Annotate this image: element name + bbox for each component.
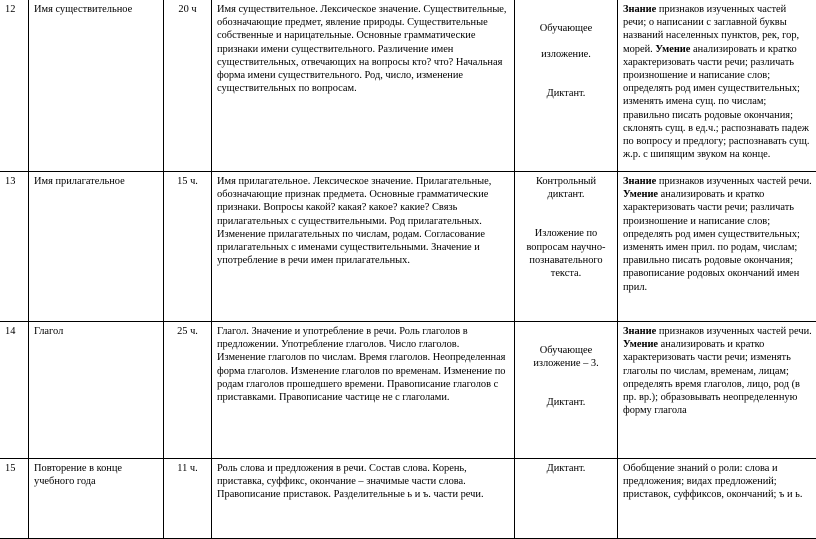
table-row [0,172,816,322]
requirements-cell [618,172,816,322]
requirement-knowledge-text: признаков изученных частей речи. [656,326,811,337]
hours-cell: 15 ч. [164,172,212,322]
control-item: Обучающее изложение – 3. [520,344,612,370]
row-number: 14 [0,322,29,459]
requirement-knowledge-label: Знание [623,4,656,15]
hours-cell: 25 ч. [164,322,212,459]
content-cell: Имя прилагательное. Лексическое значение. Прилагательные, обозначающие признак предмета. Основные грамматические признаки. Вопросы какой? какая? какое? какие? Связь прилагательных с существительными. Род прилагательных. Изменение прилагательных по числам, родам. Согласование прилагательных с именами существительными. Значение и употребление в речи имен прилагательных. [212,172,515,322]
table-row [0,322,816,459]
requirements-cell: Обобщение знаний о роли: слова и предложения; видах предложений; приставок, суффиксов, окончаний; ъ и ь. [618,459,816,539]
control-item: Изложение по вопросам научно-познавательного текста. [520,227,612,280]
control-item: Диктант. [520,87,612,100]
requirement-skill-text: анализировать и кратко характеризовать части речи; различать произношение и написание слов; определять род имен существительных; изменять имена сущ. по числам; правильно писать родовые окончания; склонять сущ. в ед.ч.; распознавать падеж по вопросу и предлогу; распознавать сущ. ж.р. с шипящим звуком на конце. [623,44,809,161]
row-number: 15 [0,459,29,539]
requirement-knowledge-label: Знание [623,326,656,337]
control-item: Диктант. [520,462,612,475]
requirements-cell [618,322,816,459]
table-row [0,0,816,172]
requirement-skill-text: анализировать и кратко характеризовать части речи; различать произношение и написание слов; определять род имен существительных; изменять имен прил. по родам, числам; правильно писать родовые окончания; правописание родовых окончаний имен прил. [623,189,800,292]
requirement-skill-label: Умение [623,339,658,350]
requirement-knowledge-text: признаков изученных частей речи. [656,176,811,187]
requirement-skill-text: анализировать и кратко характеризовать части речи; изменять глаголы по числам, временам, лицам; определять время глаголов, лицо, род (в пр. вр.); образовывать неопределенную форму глагола [623,339,800,416]
row-number: 12 [0,0,29,172]
control-cell [515,172,618,322]
control-cell [515,0,618,172]
control-cell [515,322,618,459]
control-item: Обучающее [520,22,612,35]
topic-cell: Повторение в конце учебного года [29,459,164,539]
topic-cell: Имя существительное [29,0,164,172]
topic-cell: Глагол [29,322,164,459]
content-cell: Имя существительное. Лексическое значение. Существительные, обозначающие предмет, явление природы. Существительные собственные и нарицательные. Основные грамматические признаки имени существительного. Различение имен существительных, отвечающих на вопросы кто? что? Начальная форма имени существительного. Род, число, изменение существительных по вопросам. [212,0,515,172]
control-cell [515,459,618,539]
control-item: Диктант. [520,396,612,409]
requirement-knowledge-label: Знание [623,176,656,187]
requirement-skill-label: Умение [623,189,658,200]
topic-cell: Имя прилагательное [29,172,164,322]
control-item: Контрольный диктант. [520,175,612,201]
row-number: 13 [0,172,29,322]
requirement-skill-label: Умение [655,44,690,55]
hours-cell: 20 ч [164,0,212,172]
table-row [0,459,816,539]
requirements-cell [618,0,816,172]
content-cell: Роль слова и предложения в речи. Состав слова. Корень, приставка, суффикс, окончание – значимые части слова. Правописание приставок. Разделительные ь и ъ. части речи. [212,459,515,539]
hours-cell: 11 ч. [164,459,212,539]
requirement-knowledge-text: признаков изученных частей речи; о написании с заглавной буквы названий населенных пунктов, рек, гор, морей. [623,4,799,55]
content-cell: Глагол. Значение и употребление в речи. Роль глаголов в предложении. Употребление глаголов. Число глаголов. Изменение глаголов по числам. Время глаголов. Неопределенная форма глаголов. Изменение глаголов по временам. Изменение по родам глаголов прошедшего времени. Правописание глаголов с приставками. Правописание частице не с глаголами. [212,322,515,459]
control-item: изложение. [520,48,612,61]
